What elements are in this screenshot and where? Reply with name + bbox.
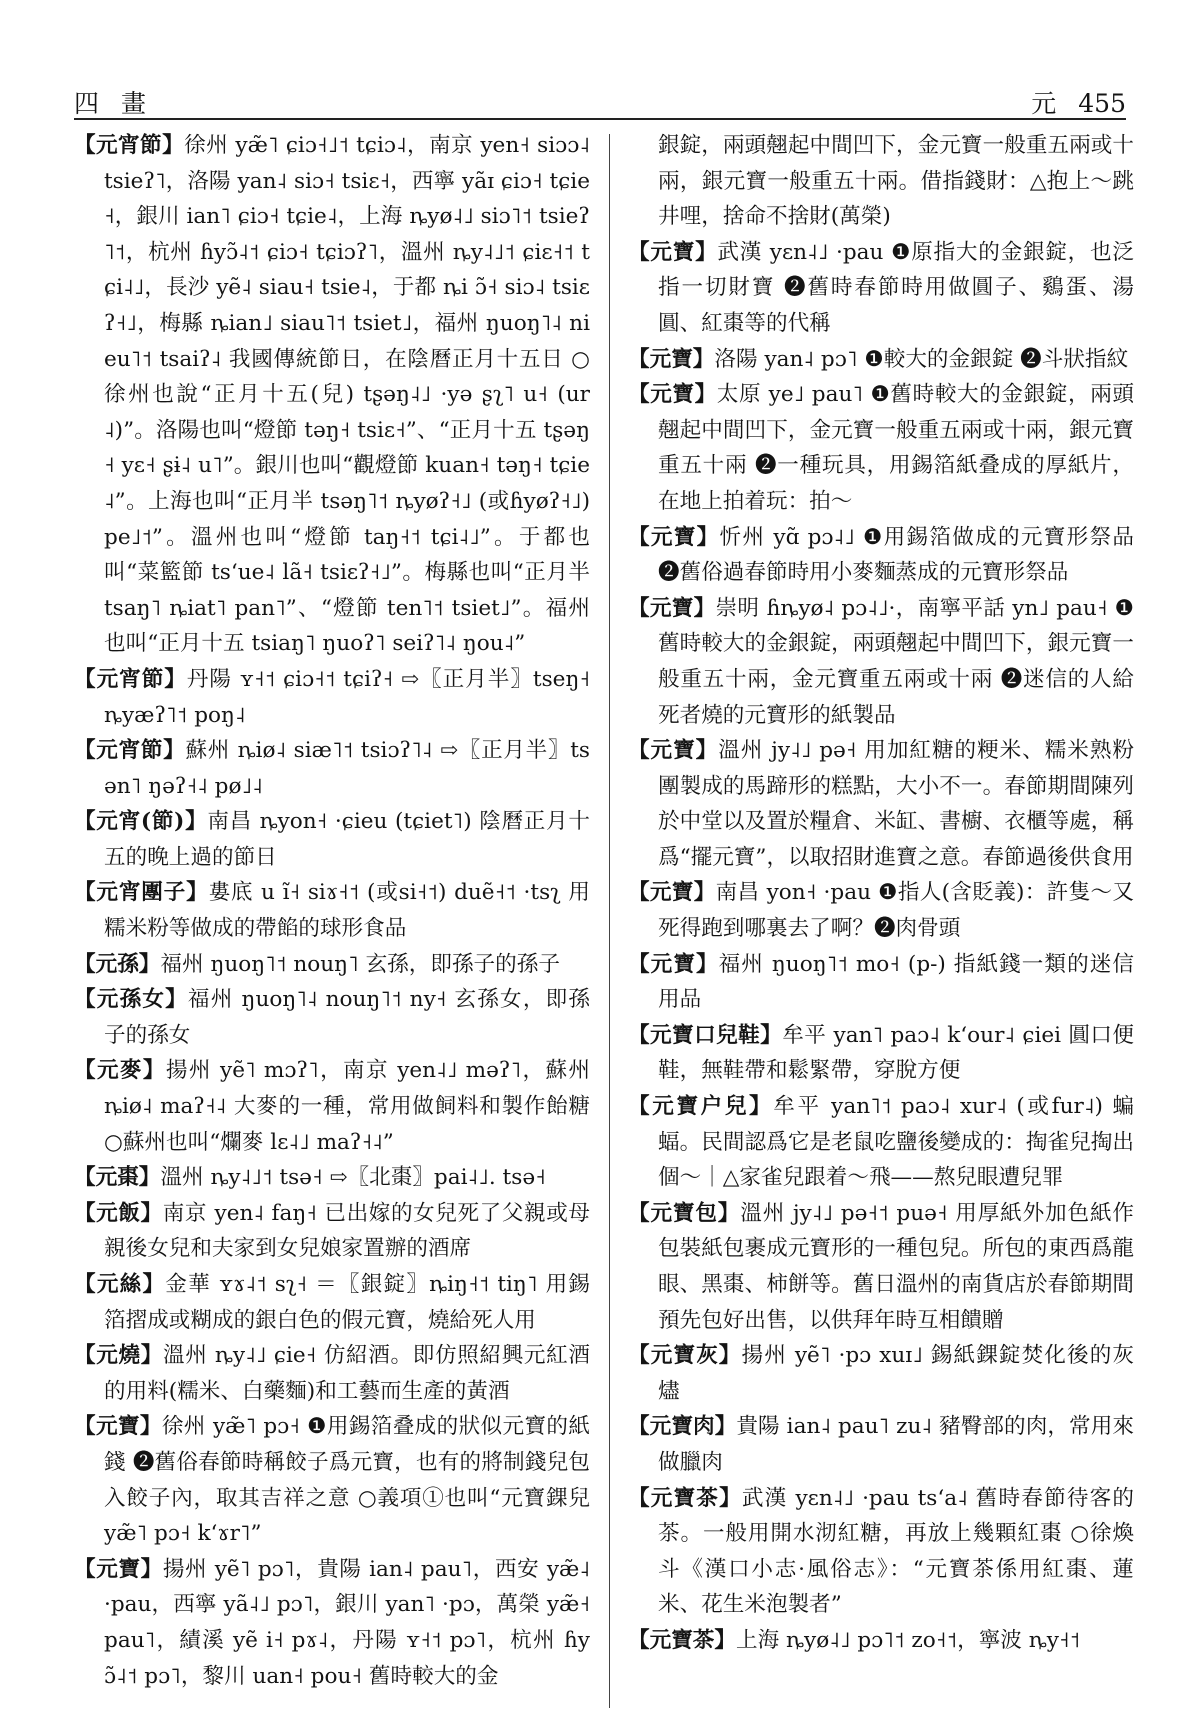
dictionary-entry (628, 1623, 1134, 1659)
entry-headword: 【元宵節】 (74, 666, 187, 692)
dictionary-entry (74, 1196, 590, 1267)
dictionary-entry (628, 1089, 1134, 1196)
entry-body: 丹陽 ʏ˧˦ ɕiɔ˧˦ tɕiʔ˧ ⇨〖正月半〗tseŋ˧ ȵyæʔ˥˦ poŋ˨ (104, 666, 590, 728)
dictionary-entry (628, 1481, 1134, 1623)
entry-body: 忻州 yɑ̃ pɔ˨˩ ❶用錫箔做成的元寶形祭品 ❷舊俗過春節時用小麥麵蒸成的元寶形祭品 (658, 524, 1134, 586)
dictionary-entry (628, 1196, 1134, 1338)
entry-headword: 【元宵(節)】 (74, 809, 208, 835)
dictionary-entry (74, 128, 590, 662)
dictionary-entry (74, 1160, 590, 1196)
entry-headword: 【元燒】 (74, 1343, 163, 1369)
entry-body: 牟平 yan˥˦ paɔ˨ xur˨ (或fur˨) 蝙蝠。民間認爲它是老鼠吃鹽後變成的：掏雀兒掏出個～｜△家雀兒跟着～飛——熬兒眼遭兒罪 (658, 1094, 1134, 1191)
dictionary-entry (74, 947, 590, 983)
header-rule (74, 118, 1126, 120)
entry-headword: 【元棗】 (74, 1165, 161, 1191)
entry-body: 溫州 ȵy˨˩˦ tsə˧ ⇨〖北棗〗pai˨˩. tsə˧ (160, 1165, 546, 1191)
dictionary-entry (628, 875, 1134, 946)
entry-body: 南昌 ȵyon˧ ·ɕieu (tɕiet˥) 陰曆正月十五的晚上過的節日 (104, 809, 590, 870)
entry-headword: 【元寶】 (628, 880, 716, 906)
entry-headword: 【元寶口兒鞋】 (628, 1022, 783, 1048)
entry-headword: 【元寶】 (628, 951, 719, 977)
entry-headword: 【元寶】 (628, 595, 716, 621)
entry-headword: 【元寶】 (74, 1414, 162, 1440)
entry-body: 南昌 yon˧ ·pau ❶指人(含貶義)：許隻～又死得跑到哪裏去了啊？❷肉骨頭 (658, 880, 1134, 942)
dictionary-entry (628, 342, 1134, 378)
entry-body: 溫州 ȵy˨˩ ɕie˧ 仿紹酒。即仿照紹興元紅酒的用料(糯米、白藥麵)和工藝而生產的黃酒 (104, 1343, 590, 1404)
running-head (74, 76, 1126, 116)
guide-character: 元 (1031, 89, 1057, 118)
entry-body: 貴陽 ian˨ pau˥ zu˨ 豬臀部的肉，常用來做臘肉 (658, 1414, 1134, 1475)
entry-headword: 【元寶包】 (628, 1200, 741, 1226)
entry-headword: 【元孫女】 (74, 987, 188, 1013)
entry-body: 福州 ŋuoŋ˥˨ nouŋ˥˦ ny˧ 玄孫女，即孫子的孫女 (104, 987, 590, 1048)
entry-headword: 【元宵節】 (74, 738, 186, 764)
entry-body: 銀錠，兩頭翹起中間凹下，金元寶一般重五兩或十兩，銀元寶一般重五十兩。借指錢財：△抱上～跳井哩，捨命不捨財(萬榮) (658, 133, 1134, 230)
dictionary-entry (74, 1409, 590, 1551)
column-divider (609, 134, 610, 1708)
entry-body: 揚州 yẽ˥ ·pɔ xuɪ˩ 錫紙錁錠焚化後的灰燼 (658, 1343, 1134, 1404)
dictionary-entry (628, 1338, 1134, 1409)
entry-body: 溫州 jy˨˩ pə˧˦ puə˧ 用厚紙外加色紙作包裝紙包裹成元寶形的一種包兒。所包的東西爲龍眼、黑棗、柿餅等。舊日溫州的南貨店於春節期間預先包好出售，以供拜年時互相饋贈 (658, 1200, 1134, 1333)
entry-headword: 【元寶】 (628, 346, 715, 372)
entry-body: 福州 ŋuoŋ˥˦ nouŋ˥ 玄孫，即孫子的孫子 (160, 951, 560, 977)
entry-body: 太原 ye˩ pau˥ ❶舊時較大的金銀錠，兩頭翹起中間凹下，金元寶一般重五兩或十兩，銀元寶重五十兩 ❷一種玩具，用錫箔紙叠成的厚紙片，在地上拍着玩：拍～ (658, 382, 1134, 514)
entry-body: 崇明 ɦȵyø˨ pɔ˨˩·，南寧平話 yn˩ pau˧ ❶舊時較大的金銀錠，兩頭翹起中間凹下，銀元寶一般重五十兩，金元寶重五兩或十兩 ❷迷信的人給死者燒的元寶形的紙製品 (658, 595, 1134, 728)
entry-body: 南京 yen˨ faŋ˧ 已出嫁的女兒死了父親或母親後女兒和夫家到女兒娘家置辦的酒席 (104, 1200, 590, 1262)
entry-body: 揚州 yẽ˥ mɔʔ˥，南京 yen˨˩ məʔ˥，蘇州 ȵiø˨ maʔ˧˨ 大麥的一種，常用做飼料和製作飴糖 ○蘇州也叫“爛麥 lɛ˨˩ maʔ˧˨” (104, 1058, 590, 1155)
entry-headword: 【元宵團子】 (74, 880, 209, 906)
dictionary-entry (74, 875, 590, 946)
entry-body: 揚州 yẽ˥ pɔ˥，貴陽 ian˨ pau˥，西安 yæ̃˨ ·pau，西寧 yã˨˩ pɔ˥，銀川 yan˥ ·pɔ，萬榮 yæ̃˧ pau˥，績溪 yẽ i˧ pɤ˨，丹陽 ʏ˧˦ pɔ˥，杭州 ɦyɔ̃˨˦ pɔ˥，黎川 uan˧ pou˧ 舊時較大的金 (104, 1556, 590, 1689)
dictionary-entry (74, 804, 590, 875)
section-char-1: 四 (74, 89, 122, 118)
page-number: 455 (1078, 89, 1126, 118)
entry-headword: 【元寶】 (628, 738, 719, 764)
entry-headword: 【元飯】 (74, 1200, 163, 1226)
entry-headword: 【元寶】 (628, 524, 720, 550)
left-column (74, 128, 590, 1700)
section-label (74, 91, 168, 116)
dictionary-entry (628, 733, 1134, 875)
entry-body: 婁底 u ĩ˧ siɤ˧˦ (或si˧˦) duẽ˧˦ ·tsʅ 用糯米粉等做成的帶餡的球形食品 (104, 880, 590, 942)
right-column (628, 128, 1134, 1700)
dictionary-entry (628, 520, 1134, 591)
entry-headword: 【元寶】 (74, 1556, 163, 1582)
section-char-2: 畫 (121, 89, 169, 118)
entry-headword: 【元絲】 (74, 1272, 166, 1297)
dictionary-entry (628, 1409, 1134, 1480)
entry-body: 蘇州 ȵiø˨ siæ˥˦ tsiɔʔ˥˨ ⇨〖正月半〗tsən˥ ŋəʔ˧˨ pø˩˨ (104, 738, 590, 799)
entry-body: 溫州 jy˨˩ pə˧ 用加紅糖的粳米、糯米熟粉團製成的馬蹄形的糕點，大小不一。春節期間陳列於中堂以及置於糧倉、米缸、書櫥、衣櫃等處，稱爲“擺元寶”，以取招財進寶之意。春節過後供食用 (658, 738, 1134, 870)
entry-body: 徐州 yæ̃˥ ɕiɔ˧˩˦ tɕiɔ˨，南京 yen˧ siɔɔ˨ tsieʔ˥，洛陽 yan˨ siɔ˧ tsiɛ˧，西寧 yãɪ ɕiɔ˧ tɕie˧，銀川 ian˥ ɕiɔ˧ tɕie˨，上海 ȵyø˨˩ siɔ˥˦ tsieʔ˥˦，杭州 ɦyɔ̃˨˦ ɕiɔ˧ tɕiɔʔ˥，溫州 ȵy˨˩˦ ɕiɛ˧˦ tɕi˨˩，長沙 yẽ˨ siau˧ tsie˨，于都 ȵi ɔ̃˧ siɔ˨ tsiɛʔ˧˩，梅縣 ȵian˩ siau˥˦ tsiet˩，福州 ŋuoŋ˥˨ nieu˥˦ tsaiʔ˨ 我國傳統節日，在陰曆正月十五日 ○徐州也說“正月十五(兒) tʂəŋ˨˩ ·yə ʂʅ˥ u˧ (ur˨)”。洛陽也叫“燈節 təŋ˧ tsiɛ˧”、“正月十五 tʂəŋ˧ yɛ˧ ʂɨ˨ u˥”。銀川也叫“觀燈節 kuan˧ təŋ˧ tɕie˨”。上海也叫“正月半 tsəŋ˥˦ ȵyøʔ˧˩ (或ɦyøʔ˧˩) pe˩˦”。溫州也叫“燈節 taŋ˧˦ tɕi˨˩”。于都也叫“菜籃節 tsʻue˨ lã˧ tsiɛʔ˧˩”。梅縣也叫“正月半 tsaŋ˥ ȵiat˥ pan˥”、“燈節 ten˥˦ tsiet˩”。福州也叫“正月十五 tsiaŋ˥ ŋuoʔ˥ seiʔ˥˨ ŋou˨” (104, 133, 590, 657)
dictionary-entry (74, 1552, 590, 1694)
entry-body: 牟平 yan˥ paɔ˨ kʻour˨ ɕiei 圓口便鞋，無鞋帶和鬆緊帶，穿脫方便 (658, 1022, 1134, 1084)
entry-headword: 【元寶茶】 (628, 1627, 736, 1653)
dictionary-entry (74, 662, 590, 733)
dictionary-entry (628, 591, 1134, 733)
dictionary-entry (74, 1267, 590, 1338)
page-label (1031, 91, 1126, 116)
entry-headword: 【元寶】 (628, 239, 718, 265)
entry-body: 金華 ʏɤ˨˦ sʅ˧ ＝〖銀錠〗ȵiŋ˧˦ tiŋ˥ 用錫箔摺成或糊成的銀白色的假元寶，燒給死人用 (104, 1272, 590, 1333)
entry-headword: 【元孫】 (74, 951, 161, 977)
dictionary-entry (74, 1338, 590, 1409)
dictionary-entry (74, 1053, 590, 1160)
dictionary-entry (628, 377, 1134, 519)
entry-body: 武漢 yɛn˨˩ ·pau ❶原指大的金銀錠，也泛指一切財寶 ❷舊時春節時用做圓子、鷄蛋、湯圓、紅棗等的代稱 (658, 239, 1134, 336)
entry-body: 徐州 yæ̃˥ pɔ˧ ❶用錫箔叠成的狀似元寶的紙錢 ❷舊俗春節時稱餃子爲元寶，也有的將制錢兒包入餃子內，取其吉祥之意 ○義項①也叫“元寶錁兒 yæ̃˥ pɔ˧ kʻɤr˥” (104, 1414, 590, 1547)
entry-headword: 【元寶茶】 (628, 1485, 742, 1511)
entry-body: 洛陽 yan˨ pɔ˥ ❶較大的金銀錠 ❷斗狀指紋 (714, 346, 1129, 372)
dictionary-entry (628, 235, 1134, 342)
entry-headword: 【元麥】 (74, 1058, 166, 1084)
entry-body: 上海 ȵyø˨˩ pɔ˥˦ zo˧˦，寧波 ȵy˧˦ (735, 1627, 1081, 1653)
entry-headword: 【元寶肉】 (628, 1414, 737, 1440)
entry-body: 福州 ŋuoŋ˥˦ mo˧ (p-) 指紙錢一類的迷信用品 (658, 951, 1134, 1013)
dictionary-entry (74, 982, 590, 1053)
dictionary-entry (74, 733, 590, 804)
entry-body: 武漢 yɛn˨˩ ·pau tsʻa˨ 舊時春節待客的茶。一般用開水沏紅糖，再放上幾顆紅棗 ○徐煥斗《漢口小志·風俗志》：“元寶茶係用紅棗、蓮米、花生米泡製者” (658, 1485, 1134, 1618)
dictionary-entry (628, 1018, 1134, 1089)
dictionary-entry (628, 128, 1134, 235)
entry-headword: 【元寶】 (628, 382, 717, 408)
dictionary-entry (628, 947, 1134, 1018)
entry-headword: 【元寶灰】 (628, 1343, 742, 1369)
entry-headword: 【元宵節】 (74, 133, 185, 158)
entry-headword: 【元寶户兒】 (628, 1094, 774, 1120)
